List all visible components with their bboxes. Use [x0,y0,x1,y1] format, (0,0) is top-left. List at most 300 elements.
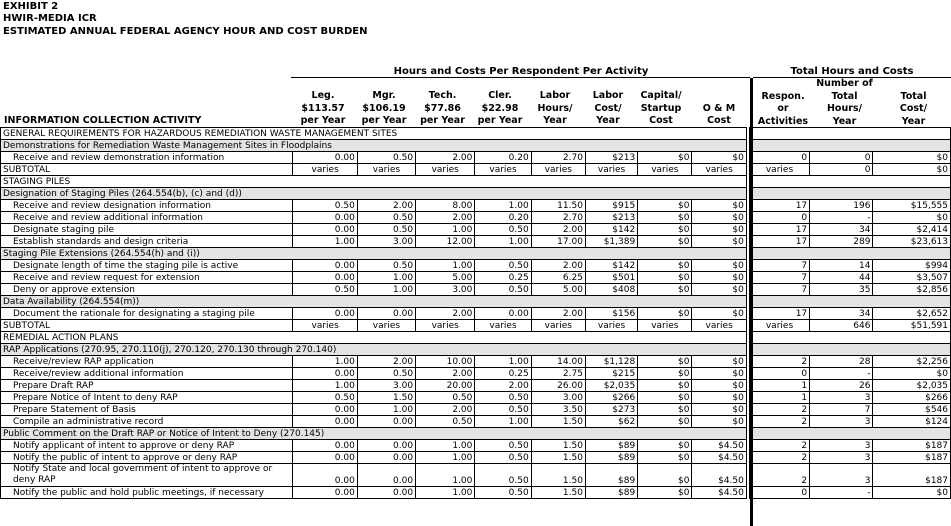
table-row [1,224,951,236]
cell-labor-hours: 3.50 [531,404,585,416]
activity-label: Compile an administrative record [1,416,293,428]
cell-leg: 0.00 [293,308,357,320]
cell-labor-cost: $142 [585,224,637,236]
cell-leg: 1.00 [293,356,357,368]
cell-labor-cost: $89 [585,440,637,452]
cell-total-hours: 28 [810,356,873,368]
cell-cler: 0.50 [475,487,531,499]
cell-respondents: varies [749,164,809,176]
cell-tech: 2.00 [416,152,475,164]
cell-total-hours: 3 [810,464,873,487]
cell-total-hours: 26 [810,380,873,392]
cell-tech: varies [416,320,475,332]
subsection-header-row [1,296,951,308]
cell-capital-cost: $0 [638,224,692,236]
cell-tech: 3.00 [416,284,475,296]
table-row [1,284,951,296]
cell-total-cost: $2,035 [873,380,951,392]
cell-leg: 0.00 [293,212,357,224]
cell-mgr: 1.00 [357,404,415,416]
table-row [1,272,951,284]
cell-om-cost: $0 [692,392,746,404]
section-header-row [1,128,951,140]
cell-labor-hours: 1.50 [531,487,585,499]
cell-total-cost: $3,507 [873,272,951,284]
subtotal-label: SUBTOTAL [1,164,293,176]
cell-mgr: 0.50 [357,212,415,224]
column-header-line [876,78,951,91]
cell-total-hours: 34 [810,308,873,320]
cell-leg: 0.00 [293,452,357,464]
info-collection-activity-header: INFORMATION COLLECTION ACTIVITY [4,115,202,126]
subsection-title: Staging Pile Extensions (264.554(h) and (i)) [1,248,747,260]
cell-total-hours: 34 [810,224,873,236]
cell-total-cost: $2,256 [873,356,951,368]
cell-leg: 0.50 [293,200,357,212]
cell-mgr: 0.00 [357,308,415,320]
cell-labor-cost: $142 [585,260,637,272]
cell-capital-cost: $0 [638,152,692,164]
column-header-total-cost [876,78,951,128]
cell-capital-cost: $0 [638,404,692,416]
column-header-line: Total [900,90,927,102]
cell-respondents: 0 [749,487,809,499]
activity-label: Deny or approve extension [1,284,293,296]
cell-leg: 0.00 [293,464,357,487]
cell-labor-cost: $89 [585,487,637,499]
cell-respondents: 2 [749,464,809,487]
cell-mgr: varies [357,320,415,332]
cell-tech: 1.00 [416,464,475,487]
cell-cler: 0.50 [475,284,531,296]
cell-total-hours: 289 [810,236,873,248]
cell-cler: 2.00 [475,380,531,392]
cell-labor-hours: 5.00 [531,284,585,296]
cell-labor-hours: varies [531,164,585,176]
cell-tech: 20.00 [416,380,475,392]
cell-leg: 0.00 [293,368,357,380]
column-header-line: Number of [816,78,873,89]
cell-tech: 0.50 [416,416,475,428]
cell-leg: varies [293,164,357,176]
column-header-line: Tech. [428,90,457,101]
activity-label: Notify applicant of intent to approve or deny RAP [1,440,293,452]
cell-cler: 0.00 [475,308,531,320]
cell-cler: varies [475,320,531,332]
column-header-line: Year [901,115,926,127]
cell-total-cost: $23,613 [873,236,951,248]
subsection-title: Demonstrations for Remediation Waste Management Sites in Floodplains [1,140,747,152]
cell-respondents: 2 [749,452,809,464]
column-header-line: O & M [702,102,736,114]
cell-capital-cost: $0 [638,368,692,380]
table-row [1,308,951,320]
cell-respondents: 1 [749,380,809,392]
activity-label: Prepare Notice of Intent to deny RAP [1,392,293,404]
cell-mgr: 0.00 [357,416,415,428]
totals-blank [749,296,950,308]
cell-labor-hours: 26.00 [531,380,585,392]
cell-leg: 0.00 [293,224,357,236]
cell-tech: 1.00 [416,260,475,272]
cell-leg: 0.00 [293,487,357,499]
cell-tech: 2.00 [416,368,475,380]
activity-label: Receive and review additional information [1,212,293,224]
section-divider [750,78,753,526]
cell-capital-cost: $0 [638,272,692,284]
column-header-line: Hours/ [537,102,573,114]
cell-capital-cost: $0 [638,236,692,248]
cell-labor-cost: $501 [585,272,637,284]
cell-leg: 0.00 [293,260,357,272]
column-header-line: Cost [707,115,731,126]
cell-labor-cost: $1,128 [585,356,637,368]
table-row [1,487,951,499]
cell-mgr: 3.00 [357,380,415,392]
group-header-total: Total Hours and Costs [790,66,914,77]
cell-total-hours: 3 [810,452,873,464]
table-row [1,236,951,248]
totals-blank [749,140,950,152]
cell-cler: 1.00 [475,416,531,428]
cell-capital-cost: $0 [638,416,692,428]
cell-labor-cost: $2,035 [585,380,637,392]
exhibit-number: EXHIBIT 2 [3,1,59,12]
subsection-header-row [1,188,951,200]
cell-cler: 0.50 [475,404,531,416]
column-header-line: $113.57 [301,102,345,114]
cell-om-cost: varies [692,320,746,332]
column-header-line: Cler. [488,90,512,101]
subsection-title: Public Comment on the Draft RAP or Notice of Intent to Deny (270.145) [1,428,747,440]
cell-capital-cost: $0 [638,380,692,392]
subsection-header-row [1,428,951,440]
cell-labor-hours: 2.00 [531,308,585,320]
activity-label: Notify the public and hold public meetings, if necessary [1,487,293,499]
cell-labor-cost: $89 [585,452,637,464]
cell-labor-cost: $408 [585,284,637,296]
column-header-leg [291,90,355,128]
cell-respondents: 17 [749,200,809,212]
cell-respondents: 17 [749,236,809,248]
cell-leg: 0.00 [293,272,357,284]
section-header-row [1,176,951,188]
table-row [1,440,951,452]
cell-respondents: 0 [749,152,809,164]
subsection-header-row [1,344,951,356]
cell-capital-cost: $0 [638,440,692,452]
cell-om-cost: $4.50 [692,452,746,464]
column-header-line: Cost/ [899,103,928,114]
cell-capital-cost: $0 [638,212,692,224]
cell-labor-cost: $1,389 [585,236,637,248]
cell-tech: varies [416,164,475,176]
table-row [1,380,951,392]
cell-tech: 1.00 [416,487,475,499]
cell-om-cost: $0 [692,236,746,248]
cell-labor-hours: 2.75 [531,368,585,380]
cell-labor-hours: varies [531,320,585,332]
cell-capital-cost: $0 [638,392,692,404]
column-header-labor-hours [528,90,582,128]
totals-blank [749,128,950,140]
activity-label: Notify the public of intent to approve or deny RAP [1,452,293,464]
column-header-line: Year [543,115,567,126]
cell-tech: 2.00 [416,404,475,416]
column-header-line: per Year [300,115,346,126]
activity-label: Receive and review designation information [1,200,293,212]
table-row [1,368,951,380]
cell-cler: 0.50 [475,392,531,404]
cell-labor-cost: $273 [585,404,637,416]
cell-tech: 1.00 [416,440,475,452]
cell-capital-cost: varies [638,164,692,176]
cell-respondents: 7 [749,260,809,272]
cell-labor-cost: $915 [585,200,637,212]
cell-labor-hours: 17.00 [531,236,585,248]
cell-leg: 0.00 [293,152,357,164]
table-row [1,392,951,404]
column-header-line: Mgr. [372,90,396,101]
cell-cler: 0.50 [475,452,531,464]
cell-mgr: 0.00 [357,464,415,487]
cell-mgr: 0.00 [357,452,415,464]
cell-capital-cost: $0 [638,487,692,499]
column-header-line: Activities [757,115,809,127]
column-header-labor-cost [582,90,634,128]
totals-blank [749,428,950,440]
cell-capital-cost: $0 [638,308,692,320]
cell-om-cost: $0 [692,284,746,296]
cell-total-cost: $0 [873,212,951,224]
table-row [1,260,951,272]
table-row [1,200,951,212]
cell-mgr: 3.00 [357,236,415,248]
cell-capital-cost: $0 [638,356,692,368]
subsection-title: Data Availability (264.554(m)) [1,296,747,308]
column-header-line: or [777,103,789,114]
column-header-tech [413,90,472,128]
cell-capital-cost: $0 [638,464,692,487]
cell-total-cost: $187 [873,452,951,464]
cell-tech: 1.00 [416,452,475,464]
totals-blank [749,188,950,200]
cell-respondents: 7 [749,284,809,296]
cell-total-hours: - [810,487,873,499]
column-header-line: $77.86 [424,102,461,114]
cell-om-cost: $0 [692,404,746,416]
cell-total-cost: $0 [873,164,951,176]
activity-label: Prepare Statement of Basis [1,404,293,416]
totals-blank [749,176,950,188]
cell-labor-hours: 1.50 [531,416,585,428]
group-header-rule [291,77,750,78]
cell-om-cost: $0 [692,200,746,212]
cell-leg: 0.00 [293,416,357,428]
column-header-line: Startup [640,102,682,114]
totals-blank [749,344,950,356]
group-header-per-respondent: Hours and Costs Per Respondent Per Activity [393,66,649,77]
table-row [1,212,951,224]
cell-om-cost: $0 [692,356,746,368]
column-header-line [688,90,750,103]
cell-cler: 1.00 [475,236,531,248]
cell-labor-hours: 2.70 [531,212,585,224]
cell-om-cost: $0 [692,212,746,224]
cell-cler: 1.00 [475,200,531,212]
activity-label: Receive/review additional information [1,368,293,380]
activity-label: Notify State and local government of intent to approve or deny RAP [1,464,293,487]
cell-cler: 1.00 [475,356,531,368]
table-row [1,464,951,487]
cell-om-cost: $4.50 [692,464,746,487]
cell-cler: 0.50 [475,260,531,272]
cell-labor-hours: 1.50 [531,452,585,464]
table-row [1,152,951,164]
subtotal-row [1,320,951,332]
activity-label: Receive and review request for extension [1,272,293,284]
cell-labor-cost: $213 [585,152,637,164]
cell-tech: 1.00 [416,224,475,236]
cell-total-cost: $51,591 [873,320,951,332]
column-header-line: Cost [649,115,673,126]
cell-mgr: 1.00 [357,284,415,296]
cell-cler: 0.25 [475,272,531,284]
column-header-line: Labor [592,90,624,101]
cell-cler: 0.20 [475,212,531,224]
table-row [1,452,951,464]
column-header-line: per Year [477,115,523,126]
column-header-line: Capital/ [640,90,682,101]
cell-total-hours: 196 [810,200,873,212]
cell-total-cost: $0 [873,368,951,380]
cell-mgr: 2.00 [357,356,415,368]
cell-mgr: 1.50 [357,392,415,404]
cell-labor-hours: 3.00 [531,392,585,404]
cell-respondents: 7 [749,272,809,284]
section-title: STAGING PILES [1,176,747,188]
column-header-line: $106.19 [362,102,406,114]
cell-om-cost: $0 [692,224,746,236]
cell-total-hours: 3 [810,392,873,404]
cell-total-hours: 3 [810,416,873,428]
column-header-line [753,78,813,91]
cell-total-cost: $994 [873,260,951,272]
cell-respondents: 17 [749,224,809,236]
cell-total-cost: $0 [873,487,951,499]
column-header-line: per Year [420,115,465,126]
cell-cler: 0.50 [475,224,531,236]
activity-label: Prepare Draft RAP [1,380,293,392]
cell-tech: 8.00 [416,200,475,212]
column-header-line: Year [596,115,620,126]
cell-tech: 2.00 [416,308,475,320]
cell-om-cost: varies [692,164,746,176]
cell-capital-cost: $0 [638,260,692,272]
column-header-line: $22.98 [481,102,519,114]
cell-total-hours: 44 [810,272,873,284]
cell-om-cost: $0 [692,152,746,164]
cell-cler: 0.25 [475,368,531,380]
cell-leg: 0.50 [293,284,357,296]
cell-capital-cost: $0 [638,200,692,212]
cell-cler: 0.20 [475,152,531,164]
cell-capital-cost: $0 [638,452,692,464]
cell-labor-hours: 14.00 [531,356,585,368]
cell-total-cost: $187 [873,464,951,487]
cell-cler: 0.50 [475,464,531,487]
cell-respondents: 17 [749,308,809,320]
cell-leg: 0.00 [293,404,357,416]
column-header-line: Year [832,115,857,127]
table-row [1,356,951,368]
cell-om-cost: $0 [692,368,746,380]
cell-total-cost: $2,414 [873,224,951,236]
cell-labor-cost: varies [585,164,637,176]
cell-total-cost: $0 [873,152,951,164]
cell-labor-cost: $215 [585,368,637,380]
cell-total-cost: $546 [873,404,951,416]
cell-labor-cost: $62 [585,416,637,428]
column-header-line: Cost/ [594,102,622,114]
subsection-title: Designation of Staging Piles (264.554(b), (c) and (d)) [1,188,747,200]
activity-label: Document the rationale for designating a staging pile [1,308,293,320]
cell-labor-cost: $156 [585,308,637,320]
column-header-line: Leg. [311,90,335,101]
cell-total-hours: 3 [810,440,873,452]
cell-om-cost: $0 [692,416,746,428]
section-header-row [1,332,951,344]
cell-mgr: 0.50 [357,152,415,164]
cell-mgr: 0.50 [357,224,415,236]
column-header-om-cost [688,90,750,128]
cell-labor-hours: 1.50 [531,464,585,487]
cell-capital-cost: $0 [638,284,692,296]
table-row [1,404,951,416]
burden-table [0,127,951,499]
cell-total-hours: 0 [810,164,873,176]
activity-label: Receive/review RAP application [1,356,293,368]
cell-leg: 0.00 [293,440,357,452]
cell-respondents: 0 [749,368,809,380]
cell-labor-cost: varies [585,320,637,332]
cell-leg: varies [293,320,357,332]
activity-label: Designate length of time the staging pile is active [1,260,293,272]
cell-total-hours: 35 [810,284,873,296]
cell-mgr: varies [357,164,415,176]
cell-total-hours: 14 [810,260,873,272]
cell-labor-cost: $89 [585,464,637,487]
cell-respondents: 2 [749,416,809,428]
cell-total-hours: 7 [810,404,873,416]
cell-tech: 2.00 [416,212,475,224]
subsection-header-row [1,140,951,152]
column-header-cler [472,90,528,128]
cell-tech: 0.50 [416,392,475,404]
totals-blank [749,332,950,344]
section-title: GENERAL REQUIREMENTS FOR HAZARDOUS REMEDIATION WASTE MANAGEMENT SITES [1,128,747,140]
cell-total-hours: - [810,212,873,224]
cell-mgr: 0.50 [357,368,415,380]
cell-om-cost: $0 [692,260,746,272]
section-title: REMEDIAL ACTION PLANS [1,332,747,344]
column-header-mgr [355,90,413,128]
activity-label: Receive and review demonstration information [1,152,293,164]
cell-mgr: 0.50 [357,260,415,272]
cell-leg: 1.00 [293,236,357,248]
cell-om-cost: $0 [692,308,746,320]
cell-total-cost: $2,652 [873,308,951,320]
